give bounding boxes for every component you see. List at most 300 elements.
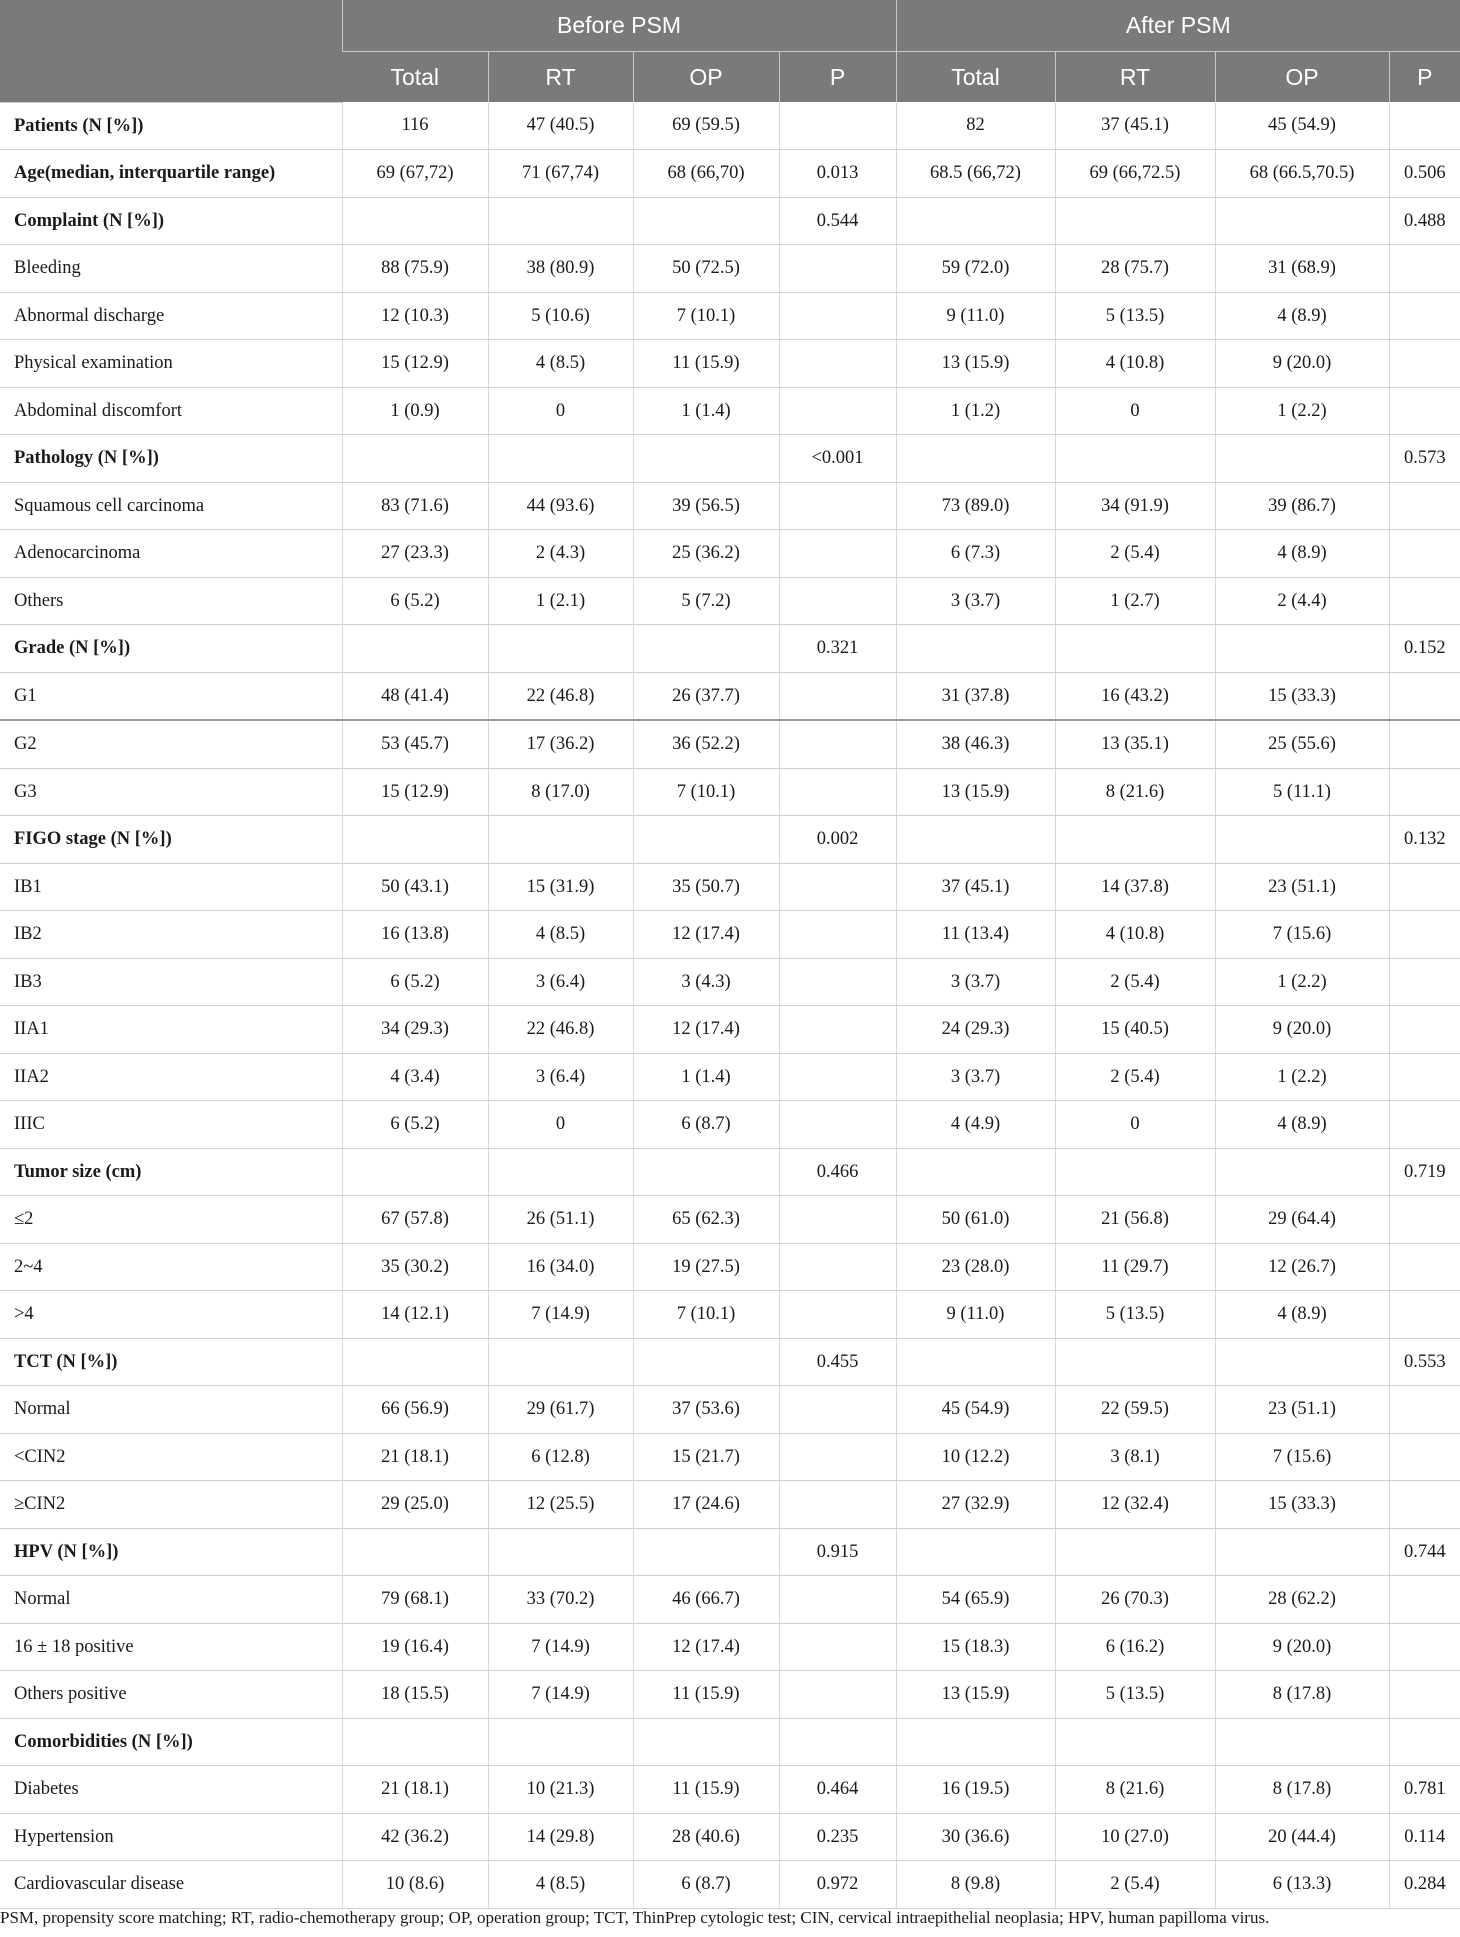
table-cell: 31 (68.9) — [1215, 245, 1389, 293]
column-header: RT — [488, 52, 633, 103]
table-cell: 27 (23.3) — [342, 530, 488, 578]
table-cell — [342, 816, 488, 864]
table-cell: 8 (17.8) — [1215, 1671, 1389, 1719]
table-cell: 6 (13.3) — [1215, 1861, 1389, 1909]
table-cell: 21 (18.1) — [342, 1766, 488, 1814]
table-cell: 0.455 — [779, 1338, 896, 1386]
table-cell — [779, 720, 896, 768]
table-cell: 8 (17.0) — [488, 768, 633, 816]
table-cell — [779, 387, 896, 435]
column-header: OP — [633, 52, 779, 103]
table-cell — [779, 768, 896, 816]
table-cell: 44 (93.6) — [488, 482, 633, 530]
table-cell: 12 (10.3) — [342, 292, 488, 340]
table-row — [0, 1196, 1460, 1244]
column-header: OP — [1215, 52, 1389, 103]
table-cell: 12 (32.4) — [1055, 1481, 1215, 1529]
table-row — [0, 245, 1460, 293]
category-row — [0, 435, 1460, 483]
table-cell: 22 (46.8) — [488, 672, 633, 720]
row-label: Normal — [0, 1386, 342, 1434]
table-cell: 1 (1.4) — [633, 1053, 779, 1101]
row-label: IB1 — [0, 863, 342, 911]
table-cell: 10 (27.0) — [1055, 1813, 1215, 1861]
table-cell: 11 (29.7) — [1055, 1243, 1215, 1291]
table-cell: 69 (66,72.5) — [1055, 150, 1215, 198]
group-header-after-psm: After PSM — [896, 0, 1460, 52]
table-cell — [896, 1338, 1055, 1386]
table-row — [0, 340, 1460, 388]
table-cell — [779, 482, 896, 530]
table-cell — [1389, 1386, 1460, 1434]
table-cell: 9 (11.0) — [896, 292, 1055, 340]
table-row — [0, 1006, 1460, 1054]
table-cell — [779, 1243, 896, 1291]
table-cell: 7 (14.9) — [488, 1623, 633, 1671]
table-cell: 4 (8.5) — [488, 340, 633, 388]
table-cell — [1389, 1243, 1460, 1291]
table-cell — [1215, 435, 1389, 483]
table-cell — [779, 340, 896, 388]
table-cell — [1389, 1433, 1460, 1481]
table-cell — [488, 197, 633, 245]
table-cell: 15 (18.3) — [896, 1623, 1055, 1671]
table-cell — [488, 1528, 633, 1576]
table-cell: 0 — [1055, 1101, 1215, 1149]
table-cell: 68 (66.5,70.5) — [1215, 150, 1389, 198]
table-row — [0, 1481, 1460, 1529]
category-row — [0, 150, 1460, 198]
row-label: Complaint (N [%]) — [0, 197, 342, 245]
table-cell: 9 (20.0) — [1215, 1006, 1389, 1054]
table-cell: 69 (67,72) — [342, 150, 488, 198]
table-cell: 8 (17.8) — [1215, 1766, 1389, 1814]
table-cell: 0.544 — [779, 197, 896, 245]
table-cell: 23 (51.1) — [1215, 1386, 1389, 1434]
table-cell: 1 (0.9) — [342, 387, 488, 435]
table-cell — [1389, 720, 1460, 768]
table-cell — [342, 197, 488, 245]
table-cell: 0.235 — [779, 1813, 896, 1861]
table-row — [0, 387, 1460, 435]
table-cell: 53 (45.7) — [342, 720, 488, 768]
table-cell: 27 (32.9) — [896, 1481, 1055, 1529]
table-cell: 0.002 — [779, 816, 896, 864]
table-cell — [1389, 387, 1460, 435]
table-row — [0, 530, 1460, 578]
row-label: 2~4 — [0, 1243, 342, 1291]
table-row — [0, 1386, 1460, 1434]
table-cell: 83 (71.6) — [342, 482, 488, 530]
table-cell: 29 (64.4) — [1215, 1196, 1389, 1244]
table-cell: 34 (91.9) — [1055, 482, 1215, 530]
table-cell — [1389, 482, 1460, 530]
table-cell: 30 (36.6) — [896, 1813, 1055, 1861]
table-cell — [779, 530, 896, 578]
table-cell: 65 (62.3) — [633, 1196, 779, 1244]
table-cell — [342, 1528, 488, 1576]
table-cell: 9 (20.0) — [1215, 1623, 1389, 1671]
table-cell: 68.5 (66,72) — [896, 150, 1055, 198]
table-cell — [779, 102, 896, 150]
table-cell: 4 (8.9) — [1215, 530, 1389, 578]
table-cell: 50 (43.1) — [342, 863, 488, 911]
table-cell: 22 (59.5) — [1055, 1386, 1215, 1434]
table-cell — [342, 1718, 488, 1766]
table-cell: 0.719 — [1389, 1148, 1460, 1196]
table-row — [0, 482, 1460, 530]
table-cell — [1055, 435, 1215, 483]
table-cell — [1389, 863, 1460, 911]
table-cell: 16 (34.0) — [488, 1243, 633, 1291]
table-cell: 2 (5.4) — [1055, 1053, 1215, 1101]
row-label: Age(median, interquartile range) — [0, 150, 342, 198]
table-cell: 1 (2.7) — [1055, 577, 1215, 625]
table-cell — [1389, 672, 1460, 720]
table-cell: 6 (5.2) — [342, 1101, 488, 1149]
table-cell — [779, 1291, 896, 1339]
table-cell — [779, 1386, 896, 1434]
table-cell — [1389, 1006, 1460, 1054]
table-cell — [1389, 1481, 1460, 1529]
table-cell: 6 (7.3) — [896, 530, 1055, 578]
table-cell: 36 (52.2) — [633, 720, 779, 768]
table-cell: 1 (2.2) — [1215, 1053, 1389, 1101]
row-label: >4 — [0, 1291, 342, 1339]
row-label: Adenocarcinoma — [0, 530, 342, 578]
table-row — [0, 911, 1460, 959]
row-label: Hypertension — [0, 1813, 342, 1861]
table-cell — [1055, 1528, 1215, 1576]
table-cell: 15 (12.9) — [342, 340, 488, 388]
table-cell: 39 (86.7) — [1215, 482, 1389, 530]
table-cell — [779, 1196, 896, 1244]
table-cell: 15 (33.3) — [1215, 672, 1389, 720]
category-row — [0, 1718, 1460, 1766]
table-cell: 37 (53.6) — [633, 1386, 779, 1434]
table-cell: 14 (29.8) — [488, 1813, 633, 1861]
table-row — [0, 292, 1460, 340]
table-cell: 0.152 — [1389, 625, 1460, 673]
table-row — [0, 1433, 1460, 1481]
table-cell: 4 (8.5) — [488, 1861, 633, 1909]
column-header: P — [1389, 52, 1460, 103]
table-cell: 7 (15.6) — [1215, 1433, 1389, 1481]
table-cell — [1389, 530, 1460, 578]
table-cell: 68 (66,70) — [633, 150, 779, 198]
table-cell: 21 (18.1) — [342, 1433, 488, 1481]
table-cell: 39 (56.5) — [633, 482, 779, 530]
table-cell — [779, 1433, 896, 1481]
table-cell — [1389, 1623, 1460, 1671]
table-cell — [1389, 245, 1460, 293]
row-label: <CIN2 — [0, 1433, 342, 1481]
table-cell: 15 (33.3) — [1215, 1481, 1389, 1529]
table-cell: 14 (12.1) — [342, 1291, 488, 1339]
table-cell: 45 (54.9) — [896, 1386, 1055, 1434]
row-label: HPV (N [%]) — [0, 1528, 342, 1576]
table-cell: 3 (3.7) — [896, 1053, 1055, 1101]
table-cell: 20 (44.4) — [1215, 1813, 1389, 1861]
table-cell: 0.013 — [779, 150, 896, 198]
table-cell — [1389, 1101, 1460, 1149]
table-cell — [779, 1576, 896, 1624]
table-cell: 12 (17.4) — [633, 911, 779, 959]
table-cell: 26 (51.1) — [488, 1196, 633, 1244]
table-cell: 11 (15.9) — [633, 340, 779, 388]
table-cell: 38 (80.9) — [488, 245, 633, 293]
table-cell — [896, 816, 1055, 864]
table-row — [0, 1623, 1460, 1671]
row-label: Others positive — [0, 1671, 342, 1719]
table-cell: 4 (4.9) — [896, 1101, 1055, 1149]
category-row — [0, 197, 1460, 245]
table-row — [0, 720, 1460, 768]
table-cell — [633, 625, 779, 673]
table-cell: 10 (12.2) — [896, 1433, 1055, 1481]
table-cell: 5 (7.2) — [633, 577, 779, 625]
table-cell — [1215, 1718, 1389, 1766]
table-cell: 16 (43.2) — [1055, 672, 1215, 720]
category-row — [0, 1338, 1460, 1386]
table-cell: 54 (65.9) — [896, 1576, 1055, 1624]
table-cell: 4 (8.9) — [1215, 1101, 1389, 1149]
row-label-header — [0, 0, 342, 102]
table-row — [0, 1291, 1460, 1339]
table-cell — [1389, 292, 1460, 340]
table-row — [0, 577, 1460, 625]
table-cell: 3 (6.4) — [488, 1053, 633, 1101]
table-cell — [488, 625, 633, 673]
table-footnote: PSM, propensity score matching; RT, radio-chemotherapy group; OP, operation group; TCT, ThinPrep cytologic test; CIN, cervical intraepithelial neoplasia; HPV, human papilloma virus. — [0, 1908, 1270, 1927]
table-row — [0, 672, 1460, 720]
table-cell — [1389, 1718, 1460, 1766]
table-row — [0, 1766, 1460, 1814]
table-cell — [488, 1338, 633, 1386]
table-row — [0, 1813, 1460, 1861]
table-cell: 2 (5.4) — [1055, 1861, 1215, 1909]
table-cell: 10 (21.3) — [488, 1766, 633, 1814]
table-cell: 5 (13.5) — [1055, 1291, 1215, 1339]
category-row — [0, 102, 1460, 150]
table-cell: 50 (72.5) — [633, 245, 779, 293]
table-cell: 0 — [488, 387, 633, 435]
table-cell: 5 (11.1) — [1215, 768, 1389, 816]
table-cell — [633, 1718, 779, 1766]
table-cell: 18 (15.5) — [342, 1671, 488, 1719]
table-cell — [342, 435, 488, 483]
table-cell — [633, 1528, 779, 1576]
table-cell: 8 (21.6) — [1055, 768, 1215, 816]
table-cell — [488, 1718, 633, 1766]
table-cell — [488, 816, 633, 864]
table-cell: 47 (40.5) — [488, 102, 633, 150]
table-cell: 15 (40.5) — [1055, 1006, 1215, 1054]
table-cell: 0.744 — [1389, 1528, 1460, 1576]
table-cell: 88 (75.9) — [342, 245, 488, 293]
table-cell — [1055, 1718, 1215, 1766]
table-cell — [633, 1148, 779, 1196]
table-cell: 5 (13.5) — [1055, 292, 1215, 340]
table-cell — [779, 245, 896, 293]
table-cell — [488, 1148, 633, 1196]
row-label: Abdominal discomfort — [0, 387, 342, 435]
table-cell — [779, 1718, 896, 1766]
table-cell: 1 (2.1) — [488, 577, 633, 625]
table-cell — [779, 577, 896, 625]
table-cell: 12 (26.7) — [1215, 1243, 1389, 1291]
table-cell — [779, 1006, 896, 1054]
table-cell: 24 (29.3) — [896, 1006, 1055, 1054]
table-header — [0, 0, 1460, 102]
table-cell: 8 (21.6) — [1055, 1766, 1215, 1814]
row-label: ≤2 — [0, 1196, 342, 1244]
row-label: FIGO stage (N [%]) — [0, 816, 342, 864]
category-row — [0, 625, 1460, 673]
table-cell: 0 — [488, 1101, 633, 1149]
table-cell — [633, 197, 779, 245]
table-cell: 29 (25.0) — [342, 1481, 488, 1529]
table-cell: 116 — [342, 102, 488, 150]
table-cell: 13 (35.1) — [1055, 720, 1215, 768]
table-cell — [1215, 816, 1389, 864]
table-cell — [896, 625, 1055, 673]
table-cell: 73 (89.0) — [896, 482, 1055, 530]
table-row — [0, 1053, 1460, 1101]
row-label: G1 — [0, 672, 342, 720]
table-row — [0, 768, 1460, 816]
table-cell — [1215, 1528, 1389, 1576]
table-cell — [342, 1148, 488, 1196]
table-cell: 1 (1.4) — [633, 387, 779, 435]
table-cell — [1389, 1671, 1460, 1719]
table-cell: 15 (12.9) — [342, 768, 488, 816]
table-cell: 35 (30.2) — [342, 1243, 488, 1291]
table-cell: 48 (41.4) — [342, 672, 488, 720]
table-cell — [1215, 1338, 1389, 1386]
table-cell: 0.488 — [1389, 197, 1460, 245]
table-cell: 15 (21.7) — [633, 1433, 779, 1481]
table-cell — [1389, 102, 1460, 150]
row-label: IIA1 — [0, 1006, 342, 1054]
row-label: Physical examination — [0, 340, 342, 388]
row-label: Cardiovascular disease — [0, 1861, 342, 1909]
row-label: ≥CIN2 — [0, 1481, 342, 1529]
table-cell: 45 (54.9) — [1215, 102, 1389, 150]
table-cell: 26 (70.3) — [1055, 1576, 1215, 1624]
table-cell: 34 (29.3) — [342, 1006, 488, 1054]
row-label: Normal — [0, 1576, 342, 1624]
table-cell: 0.781 — [1389, 1766, 1460, 1814]
table-cell: 37 (45.1) — [1055, 102, 1215, 150]
table-cell: 19 (27.5) — [633, 1243, 779, 1291]
table-cell: 9 (20.0) — [1215, 340, 1389, 388]
table-cell: 2 (4.4) — [1215, 577, 1389, 625]
table-cell: 0.915 — [779, 1528, 896, 1576]
table-cell: 4 (8.5) — [488, 911, 633, 959]
table-cell — [488, 435, 633, 483]
table-cell: 22 (46.8) — [488, 1006, 633, 1054]
table-cell: 15 (31.9) — [488, 863, 633, 911]
row-label: Squamous cell carcinoma — [0, 482, 342, 530]
table-cell: 0.573 — [1389, 435, 1460, 483]
table-cell — [779, 958, 896, 1006]
row-label: G2 — [0, 720, 342, 768]
table-cell: 38 (46.3) — [896, 720, 1055, 768]
table-cell: 5 (10.6) — [488, 292, 633, 340]
table-cell — [1055, 816, 1215, 864]
table-cell: 4 (10.8) — [1055, 340, 1215, 388]
table-cell: 3 (3.7) — [896, 958, 1055, 1006]
table-cell: 69 (59.5) — [633, 102, 779, 150]
table-cell: 0.132 — [1389, 816, 1460, 864]
table-cell: 4 (8.9) — [1215, 1291, 1389, 1339]
table-body — [0, 102, 1460, 1908]
table-cell: 13 (15.9) — [896, 340, 1055, 388]
table-cell: 1 (2.2) — [1215, 387, 1389, 435]
table-cell — [1055, 625, 1215, 673]
column-header: Total — [342, 52, 488, 103]
table-cell — [1389, 1576, 1460, 1624]
table-cell — [1389, 1196, 1460, 1244]
table-cell: 5 (13.5) — [1055, 1671, 1215, 1719]
table-cell: 0.321 — [779, 625, 896, 673]
table-cell — [1389, 577, 1460, 625]
table-cell: 12 (25.5) — [488, 1481, 633, 1529]
table-cell: 7 (10.1) — [633, 1291, 779, 1339]
table-cell: 3 (8.1) — [1055, 1433, 1215, 1481]
table-cell — [1389, 1291, 1460, 1339]
table-cell — [779, 1623, 896, 1671]
table-cell: 4 (8.9) — [1215, 292, 1389, 340]
table-cell: 6 (5.2) — [342, 577, 488, 625]
table-row — [0, 1243, 1460, 1291]
table-cell: 9 (11.0) — [896, 1291, 1055, 1339]
table-cell: 0.114 — [1389, 1813, 1460, 1861]
table-cell: 66 (56.9) — [342, 1386, 488, 1434]
table-cell: 59 (72.0) — [896, 245, 1055, 293]
table-cell — [896, 197, 1055, 245]
table-cell: 10 (8.6) — [342, 1861, 488, 1909]
table-cell: 35 (50.7) — [633, 863, 779, 911]
row-label: Bleeding — [0, 245, 342, 293]
column-header: RT — [1055, 52, 1215, 103]
table-cell: 11 (15.9) — [633, 1671, 779, 1719]
table-cell — [779, 1101, 896, 1149]
table-cell — [896, 1718, 1055, 1766]
table-cell: 37 (45.1) — [896, 863, 1055, 911]
table-cell: 13 (15.9) — [896, 768, 1055, 816]
table-cell: 71 (67,74) — [488, 150, 633, 198]
table-cell: 28 (40.6) — [633, 1813, 779, 1861]
table-cell: 50 (61.0) — [896, 1196, 1055, 1244]
table-cell: 7 (15.6) — [1215, 911, 1389, 959]
table-cell — [1389, 1053, 1460, 1101]
table-cell: 67 (57.8) — [342, 1196, 488, 1244]
table-cell: 23 (28.0) — [896, 1243, 1055, 1291]
table-cell — [779, 1671, 896, 1719]
table-cell — [633, 435, 779, 483]
table-row — [0, 1101, 1460, 1149]
table-cell: 23 (51.1) — [1215, 863, 1389, 911]
table-cell: 17 (24.6) — [633, 1481, 779, 1529]
row-label: IIIC — [0, 1101, 342, 1149]
column-header: P — [779, 52, 896, 103]
table-row — [0, 1861, 1460, 1909]
table-cell: 1 (2.2) — [1215, 958, 1389, 1006]
table-cell: 25 (36.2) — [633, 530, 779, 578]
group-header-before-psm: Before PSM — [342, 0, 896, 52]
